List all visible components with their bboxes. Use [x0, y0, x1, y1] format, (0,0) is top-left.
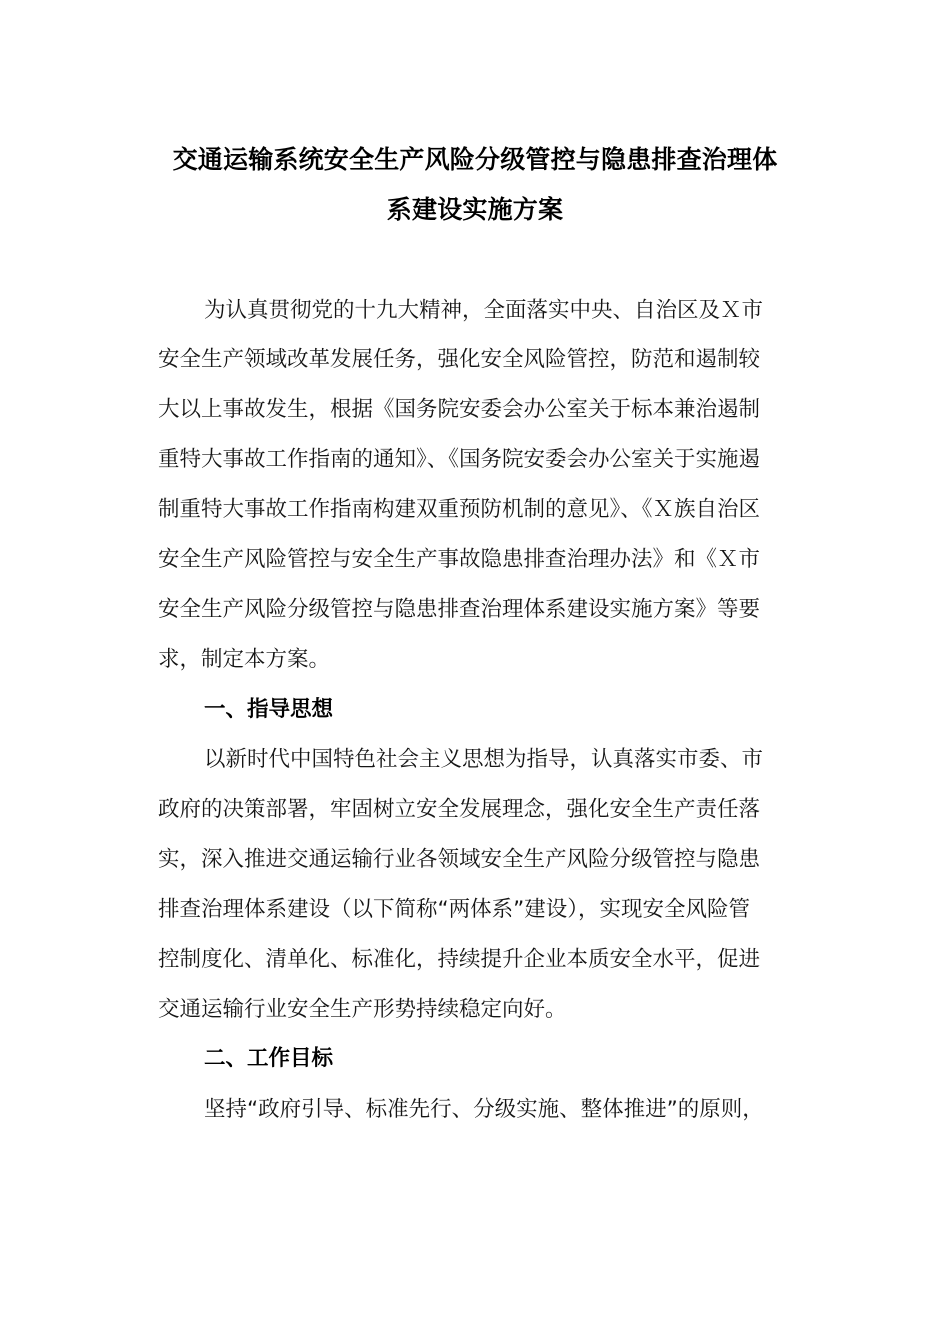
paragraph-2-line-2: 政府的决策部署，牢固树立安全发展理念，强化安全生产责任落: [158, 797, 761, 822]
section-heading-guiding-thought: 一、指导思想: [204, 697, 334, 722]
paragraph-1-line-2: 安全生产领域改革发展任务，强化安全风险管控，防范和遏制较: [158, 347, 761, 372]
paragraph-1-line-8: 求，制定本方案。: [158, 647, 331, 672]
document-title-line-1: 交通运输系统安全生产风险分级管控与隐患排查治理体: [172, 145, 778, 174]
paragraph-1-line-6: 安全生产风险管控与安全生产事故隐患排查治理办法》和《Ｘ市: [158, 547, 761, 572]
paragraph-1-line-5: 制重特大事故工作指南构建双重预防机制的意见》、《Ｘ族自治区: [158, 497, 761, 522]
paragraph-2-line-6: 交通运输行业安全生产形势持续稳定向好。: [158, 997, 567, 1022]
paragraph-2-line-1: 以新时代中国特色社会主义思想为指导，认真落实市委、市: [204, 747, 764, 772]
paragraph-1-line-4: 重特大事故工作指南的通知》、《国务院安委会办公室关于实施遏: [158, 447, 761, 472]
section-heading-work-goals: 二、工作目标: [204, 1046, 334, 1071]
paragraph-3-line-1: 坚持“政府引导、标准先行、分级实施、整体推进”的原则，: [204, 1097, 764, 1122]
paragraph-2-line-5: 控制度化、清单化、标准化，持续提升企业本质安全水平，促进: [158, 947, 761, 972]
paragraph-1-line-3: 大以上事故发生，根据《国务院安委会办公室关于标本兼治遏制: [158, 397, 761, 422]
paragraph-2-line-4: 排查治理体系建设（以下简称“两体系”建设），实现安全风险管: [158, 897, 751, 922]
paragraph-2-line-3: 实，深入推进交通运输行业各领域安全生产风险分级管控与隐患: [158, 847, 761, 872]
paragraph-1-line-7: 安全生产风险分级管控与隐患排查治理体系建设实施方案》等要: [158, 597, 761, 622]
paragraph-1-line-1: 为认真贯彻党的十九大精神，全面落实中央、自治区及Ｘ市: [204, 298, 764, 323]
document-title-line-2: 系建设实施方案: [386, 195, 564, 224]
